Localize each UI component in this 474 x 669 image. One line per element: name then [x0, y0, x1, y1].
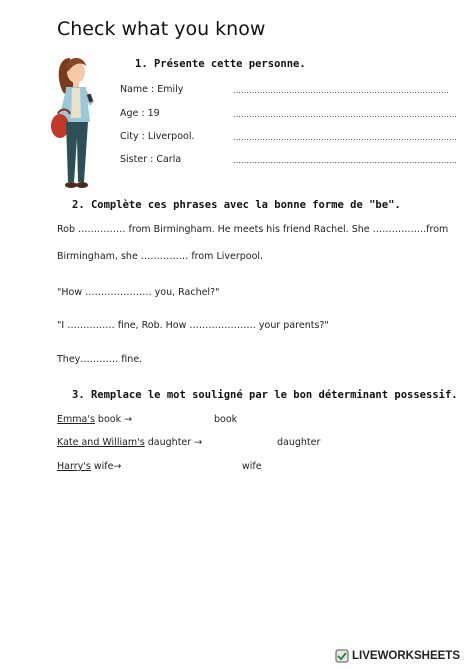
section2-heading: 2. Complète ces phrases avec la bonne forme de "be".	[72, 199, 401, 211]
sentence-line-5[interactable]: They………… fine.	[57, 354, 143, 365]
section3-heading: 3. Remplace le mot souligné par le bon déterminant possessif.	[72, 389, 458, 401]
possessive-item-3	[57, 461, 121, 472]
woman-illustration	[44, 50, 116, 200]
sentence-line-3[interactable]: "How ………………… you, Rachel?"	[57, 287, 220, 298]
name-answer-field[interactable]: ………………………………………………………………………	[233, 86, 449, 95]
sister-label: Sister : Carla	[120, 154, 182, 165]
sentence-line-4[interactable]: "I …………… fine, Rob. How ………………… your parents?"	[57, 320, 329, 331]
city-answer-field[interactable]: …………………………………………………………………………	[233, 133, 457, 142]
name-label: Name : Emily	[120, 84, 184, 95]
possessive-item-1	[57, 414, 132, 425]
underlined-word: Kate and William's	[57, 437, 145, 448]
section1-heading: 1. Présente cette personne.	[135, 58, 306, 70]
possessive-answer-2[interactable]: daughter	[277, 437, 321, 448]
liveworksheets-mark-icon	[335, 649, 349, 663]
sentence-line-2[interactable]: Birmingham, she …………… from Liverpool.	[57, 251, 264, 262]
liveworksheets-logo	[335, 649, 460, 663]
possessive-answer-1[interactable]: book	[214, 414, 238, 425]
city-label: City : Liverpool.	[120, 131, 195, 142]
age-label: Age : 19	[120, 108, 160, 119]
brand-name: LIVEWORKSHEETS	[352, 650, 460, 662]
sister-answer-field[interactable]: …………………………………………………………………………	[233, 156, 457, 165]
possessive-item-2	[57, 437, 202, 448]
item-rest: daughter →	[144, 437, 203, 448]
underlined-word: Emma's	[57, 414, 95, 425]
possessive-answer-3[interactable]: wife	[242, 461, 262, 472]
item-rest: book →	[94, 414, 133, 425]
sentence-line-1[interactable]: Rob …………… from Birmingham. He meets his friend Rachel. She ……………..from	[57, 224, 449, 235]
underlined-word: Harry's	[57, 461, 91, 472]
age-answer-field[interactable]: …………………………………………………………………………	[233, 110, 457, 119]
page-title: Check what you know	[57, 18, 266, 40]
item-rest: wife→	[90, 461, 122, 472]
